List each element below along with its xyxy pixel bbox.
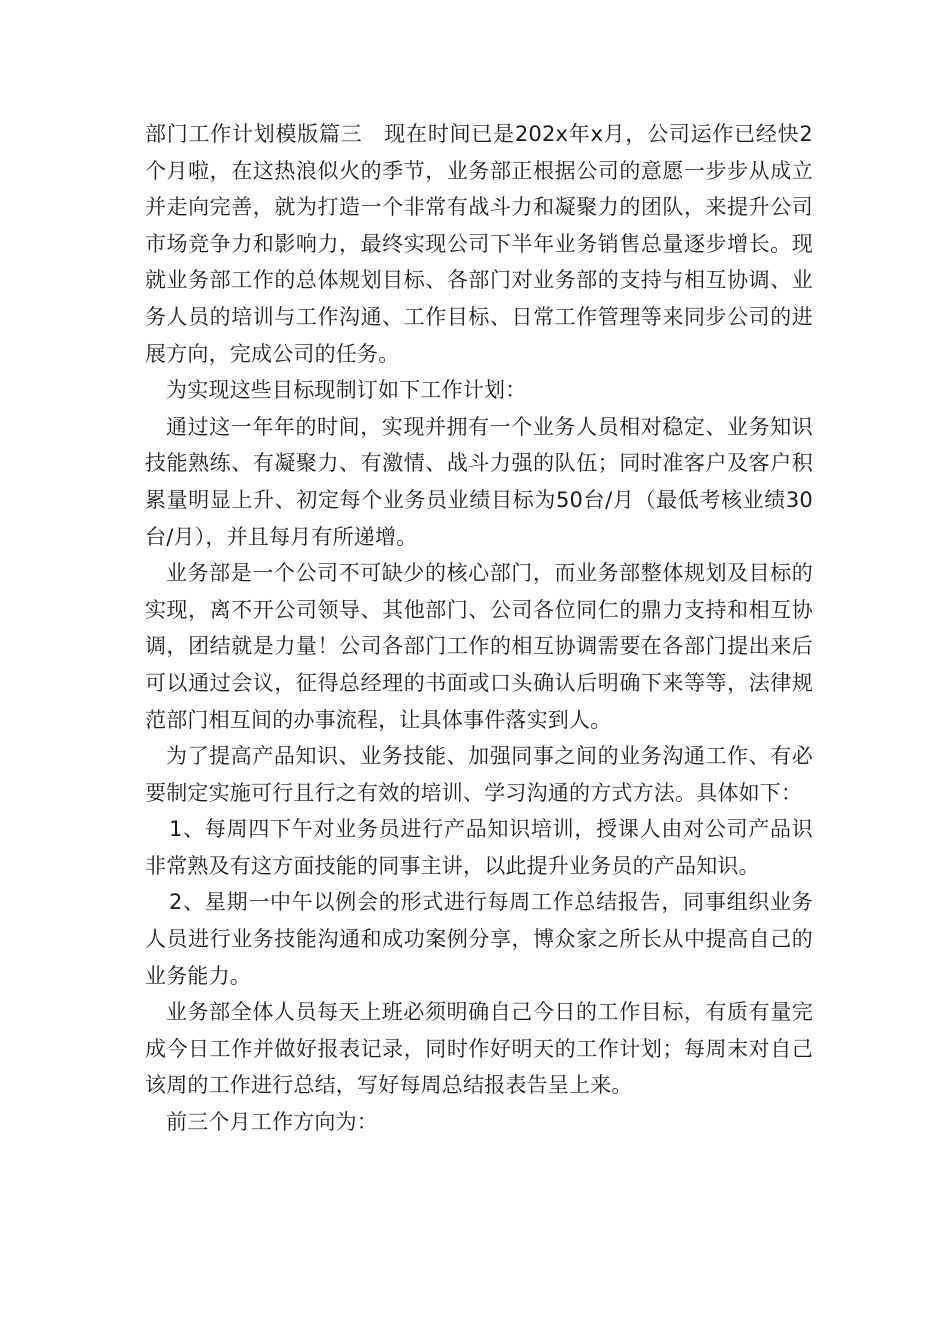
paragraph-daily-management: 业务部全体人员每天上班必须明确自己今日的工作目标，有质有量完成今日工作并做好报表记录，同时作好明天的工作计划；每周末对自己该周的工作进行总结，写好每周总结报表告呈上来。 [145,1000,813,1098]
paragraph-first-three-months: 前三个月工作方向为： [166,1110,378,1135]
paragraph-coordination: 业务部是一个公司不可缺少的核心部门，而业务部整体规划及目标的实现，离不开公司领导、其他部门、公司各位同仁的鼎力支持和相互协调，团结就是力量！公司各部门工作的相互协调需要在各部门提出来后可以通过会议，征得总经理的书面或口头确认后明确下来等等，法律规范部门相互间的办事流程，让具体事件落实到人。 [145,561,813,732]
paragraph-team-goal: 通过这一年年的时间，实现并拥有一个业务人员相对稳定、业务知识技能熟练、有凝聚力、有激情、战斗力强的队伍；同时准客户及客户积累量明显上升、初定每个业务员业绩目标为50台/月（最低考核业绩30台/月），并且每月有所递增。 [145,414,813,549]
paragraph-training-item-2: 2、星期一中午以例会的形式进行每周工作总结报告，同事组织业务人员进行业务技能沟通和成功案例分享，博众家之所长从中提高自己的业务能力。 [145,890,813,988]
paragraph-training: 为了提高产品知识、业务技能、加强同事之间的业务沟通工作、有必要制定实施可行且行之有效的培训、学习沟通的方式方法。具体如下： [145,744,813,805]
paragraph-training-item-1: 1、每周四下午对业务员进行产品知识培训，授课人由对公司产品识非常熟及有这方面技能的同事主讲，以此提升业务员的产品知识。 [145,817,813,878]
document-body [145,116,813,1141]
paragraph-intro: 部门工作计划模版篇三 现在时间已是202x年x月，公司运作已经快2个月啦，在这热浪似火的季节，业务部正根据公司的意愿一步步从成立并走向完善，就为打造一个非常有战斗力和凝聚力的团队，来提升公司市场竞争力和影响力，最终实现公司下半年业务销售总量逐步增长。现就业务部工作的总体规划目标、各部门对业务部的支持与相互协调、业务人员的培训与工作沟通、工作目标、日常工作管理等来同步公司的进展方向，完成公司的任务。 [145,122,813,366]
paragraph-plan-lead: 为实现这些目标现制订如下工作计划： [166,378,527,403]
